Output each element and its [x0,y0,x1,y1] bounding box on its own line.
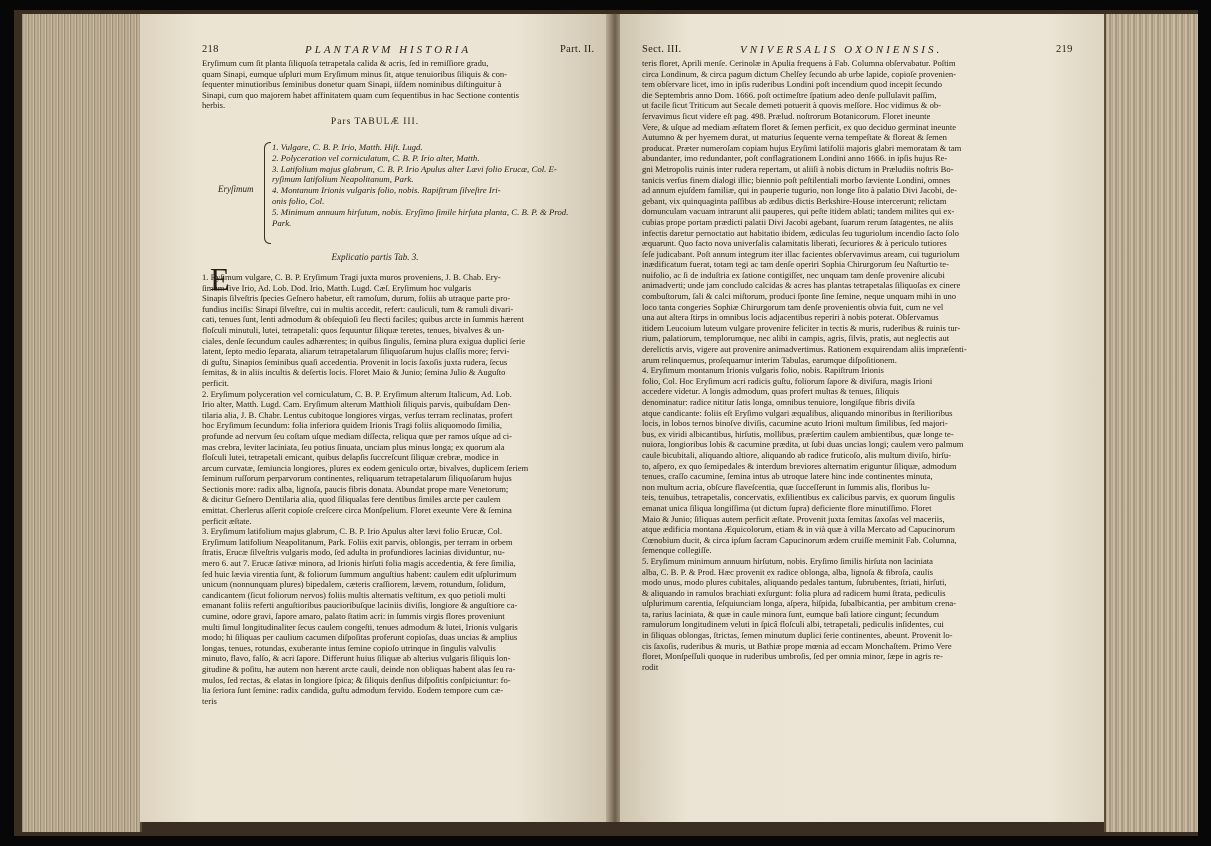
text-line: fundius inciſis: Sinapi ſilveſtre, cui in multis accedit, refert: cauliculi, tum & ramuli divari- [202,303,514,314]
text-line: Irio alter, Matth. Lugd. Cam. Eryſimum alterum Matthioli ſiliquis parvis, quibuſdam Den- [202,399,511,410]
page-edges-left [22,14,142,832]
synonym-entry: 4. Montanum Irionis vulgaris folio, nobis. Rapiſtrum ſilveſtre Iri- [272,185,501,196]
right-section-label: Sect. III. [642,44,682,55]
text-line: cis ſaxoſis, ruderibus & muris, ut Bathiæ prope mœnia ad eccam Monchaſtem. Primo Vere [642,640,952,651]
text-line: modo; hi ſiliquas per caulium cacumen diſpoſitas proferunt copioſas, duas uncias & amplius [202,632,518,643]
text-line: ſervavimus ſicut videre eſt pag. 498. Prælud. noſtrorum Botanicorum. Floret ineunte [642,110,931,121]
text-line: arum relinquemus, proſequamur interim Tabulas, earumque diſpoſitionem. [642,354,897,365]
text-line: Sinapis ſilveſtris ſpecies Geſnero habetur, eſt ramoſum, durum, foliis ab utraque parte pro- [202,293,511,304]
text-line: floſculi lutei, tetrapetali emicant, quibus delapſis ſuccreſcunt ſiliquæ crebræ, modice in [202,452,499,463]
text-line: Cœnobium ducit, & circa ipſum ſacram Capucinorum ædem cruiſſe meminit Fab. Columna, [642,534,957,545]
text-line: locis, in lobos ternos binoſve diviſis, cacumine acuto Irioni multum ſimilibus, ſed majori- [642,418,948,429]
synonym-list [272,142,602,228]
text-line: atque ædificia montana Æquicolorum, etiam & in vià quæ à villa Mercato ad Capucinorum [642,524,956,535]
text-line: tanicis verſus finem dialogi illic; biennio poſt peſtilentiali morbo ſæviente Londini, omnes [642,174,951,185]
text-line [642,683,1086,694]
page-edges-right [1104,14,1198,832]
text-line: unicum (nonnunquam plures) bipedalem, cæteris craſſiorem, lævem, rotundum, ſolidum, [202,579,506,590]
text-line: & dicitur Geſnero Dentilaria alia, quod ſiliqualas fere dentibus ſimiles arcte per caulem [202,494,501,505]
text-line: ſemenque collegiſſe. [642,545,712,556]
catchword [202,706,606,717]
text-line: gebant, vix quinquaginta paſſibus ab ædibus dictis Berkshire-House intercerunt; relictam [642,195,947,206]
text-line: quam Sinapi, eumque uſpluri mum Eryſimum minus ſit, atque tenuioribus ſiliquis & con- [202,68,508,79]
left-page-number: 218 [202,44,219,55]
text-line: ſed huic lævia virentia ſunt, & foliorum ſummum anguſtius habent: caulem edit uſplurimum [202,568,517,579]
right-running-title: VNIVERSALIS OXONIENSIS. [740,44,943,56]
text-line: 1. Ryſimum vulgare, C. B. P. Eryſimum Tragi juxta muros proveniens, J. B. Chab. Ery- [202,272,501,282]
text-line: emanat unica ſiliqua longiſſima (ut dictum ſupra) deficiente flore minutiſſimo. Floret [642,502,932,513]
tabula-heading: Pars TABULÆ III. [330,117,420,127]
text-line: combuſtorum, ſali & calci miſtorum, produci ſponte ſine ſemine, neque unquam mihi in uno [642,291,957,302]
text-line [642,725,1086,736]
drop-cap: E [210,261,230,297]
text-line: latent, ſepto medio ſeparata, aliarum tetrapetalarum ſiliquoſarum hujus claſſis more; fervi- [202,346,510,357]
right-page-number: 219 [1056,44,1073,55]
text-line: Sinapi, cum quo majorem habet affinitatem quam cum ſequentibus in hac Sectione contentis [202,89,520,100]
text-line: abundanter, imo redundanter, poſt conflagrationem Londini anno 1666. in ipſis hujus Re- [642,153,948,164]
text-line: ut facile ſicut Triticum aut Secale demeti potuerit à quovis meſſore. Hoc vidimus & ob- [642,100,942,111]
synonym-entry: onis folio, Col. [272,195,325,206]
right-body-text [642,58,1086,757]
text-line: die Septembris anno Dom. 1666. poſt octimeſtre ſpatium adeo denſe pullulavit paſſim, [642,89,937,100]
text-line: alba, C. B. P. & Prod. Hæc provenit ex radice oblonga, alba, lignoſa & fibroſa, caulis [642,566,933,577]
text-line: to, aſpero, ex quo ſemipedales & interdum breviores alternatim eriguntur ſiliquæ, admodum [642,460,957,471]
text-line: perficit. [202,377,229,388]
text-line: ſtratis, Erucæ ſilveſtris vulgaris modo, ſed adulta in profundiores lacinias dividuntur, nu- [202,547,505,558]
text-line: Eryſimum cum ſit planta ſiliquoſa tetrapetala calida & acris, ſed in remiſſiore gradu, [202,58,489,68]
text-line: denominatur: radice nititur ſatis longa, omnibus tenuiore, longiſque fibris diviſa [642,397,915,407]
text-line: multi ſimul longitudinaliter ſecus caulem congeſti, tenues admodum & lutei, Irionis vulgaris [202,621,518,632]
text-line: nuifolio, ac ſi de induſtria ex ſatione contigiſſet, nec unquam tam denſe provenire alicubi [642,269,945,280]
text-line: 5. Eryſimum minimum annuum hirſutum, nobis. Eryſimo ſimilis hirſuta non laciniata [642,555,933,566]
left-page [140,14,610,822]
text-line: modo unus, modo plures cubitales, aliquando pedales tantum, ſubrubentes, ſtriati, hirſuti, [642,577,947,588]
text-line: nuiora, longioribus lobis & cacumine prædita, ut ſubi duas uncias longi; caulem vero palmum [642,439,964,450]
text-line: rium, palatiorum, templorumque, nec alibi in campis, agris, ſilvis, pratis, aut neglectis aut [642,333,950,344]
text-line: itidem Leucoium luteum vulgare provenire feliciter in tectis & muris, ruderibus & ruinis tur- [642,322,961,333]
text-line [642,694,1086,705]
right-page [620,14,1104,822]
synonym-entry: 5. Minimum annuum hirſutum, nobis. Eryſimo ſimile hirſuta planta, C. B. P. & Prod. [272,206,569,217]
text-line: ſeminum ruſſorum perparvorum continentes, reliquarum tetrapetalarum ſiliquoſarum hujus [202,473,512,484]
text-line: hoc Eryſimum ſecundum: folia inferiora quidem Irionis Tragi foliis aliquomodo ſimilia, [202,420,503,431]
text-line: tem obſervare licet, imo in ipſis ruderibus Londini poſt incendium quod incepit ſecundo [642,79,943,90]
text-line: Vere, & uſque ad mediam æſtatem floret & ſemen perficit, ex quo deciduo germinat ineunte [642,121,957,132]
text-line: circa Londinum, & circa pagum dictum Chelſey ſecundo ab urbe lapide, copioſe provenien- [642,68,957,79]
explicatio-heading: Explicatio partis Tab. 3. [331,252,419,262]
text-line: tenues, craſſo cacumine, ſemina intus ab utroque latere hinc inde continentes minuta, [642,471,933,482]
text-line: Autumno & per hyemem durat, ut maturius ſequente verna tempeſtate & floreat & ſemen [642,132,947,143]
text-line: ſequenter minutioribus ſeminibus donetur quam Sinapi, iiſdem nominibus diſtinguitur à [202,79,502,90]
text-line [642,736,1086,747]
text-line: mas crebra, leviter laciniata, ſeu potius ſinuata, unciam plus minus longa; ex quorum ala [202,441,505,452]
synonym-entry: Park. [272,217,292,228]
text-line: teis, tenuibus, tetrapetalis, concervatis, exſilientibus ex calicibus parvis, ex quorum ſingulis [642,492,955,503]
text-line: non multum acria, obſcure flaveſcentia, quæ ſucceſſerunt in ſummis alis, floribus lu- [642,481,930,492]
text-line: animadverti; unde jam concludo calcidas & acres has plantas tetrapetalas ſiliquoſas ex cinere [642,280,961,291]
left-intro-paragraph [202,58,602,111]
text-line: atque candicante: foliis eſt Eryſimo vulgari æqualibus, aliquando minoribus in ſterilioribus [642,407,953,418]
text-line: ſemitas, & in aliis incultis & deſertis locis. Floret Maio & Junio; ſemina Julio & Auguſto [202,367,506,378]
text-line: herbis. [202,100,226,111]
text-line: domunculam vacuam intrarunt alii pauperes, qui peſte itidem ablati; tandem milites qui ex- [642,206,955,217]
text-line: & aliquando in ramulos brachiati exſurgunt: folia plura ad radicem humi ſtrata, pediculis [642,587,946,598]
text-line: 2. Eryſimum polyceration vel corniculatum, C. B. P. Eryſimum alterum Italicum, Ad. Lob. [202,388,512,399]
text-line [642,704,1086,715]
text-line: caule bicubitali, aliquando altiore, aliquando ab radice fruticoſo, alis multum diviſo, hirſu- [642,449,952,460]
text-line: cati, tenues ſunt, lenti admodum & obſequioſi ſeu flecti faciles; quibus arcte in ſummis hærent [202,314,524,325]
text-line: teris [202,695,217,706]
text-line: floſculi minutuli, lutei, tetrapetali: quos ſequuntur ſiliquæ teretes, tenues, bivalves & un- [202,324,505,335]
text-line: arcum curvatæ, ſemiuncia longiores, plures ex eodem geniculo ortæ, bivalves, duplicem ſeriem [202,462,529,473]
text-line: tilaria alia, J. B. Chabr. Lentus cubitoque longiores virgas, verſus terram reclinatas, profert [202,409,513,420]
text-line: 3. Eryſimum latifolium majus glabrum, C. B. P. Irio Apulus alter lævi folio Erucæ, Col. [202,526,503,537]
text-line: in ſiliquas oblongas, ſtrictas, ſemen minutum duplici ſerie continentes, abeunt. Provenit lo- [642,630,953,641]
left-running-title: PLANTARVM HISTORIA [305,44,472,56]
text-line: accedere videtur. A longis admodum, quas profert multas & tenues, ſiliquis [642,386,900,397]
synonym-entry: 3. Latifolium majus glabrum, C. B. P. Irio Apulus alter Lævi folio Erucæ, Col. E- [272,163,557,174]
text-line: gni Metropolis ruinis inter rudera repertam, ut aliiſi à nobis dictum in Præludiis noſtris Bo- [642,163,954,174]
text-line: longas, tenues, rotundas, exuberante intus ſemine copioſo utrinque in ſingulis valvulis [202,642,496,653]
synonym-entry: 1. Vulgare, C. B. P. Irio, Matth. Hiſt. Lugd. [272,142,423,152]
text-line: teris floret, Aprili menſe. Cerinolæ in Apulia frequens à Fab. Columna obſervabatur. Poſtim [642,58,956,68]
text-line: di guſtu, Sinapios ſeminibus quaſi accedentia. Provenit in locis ſaxoſis juxta rudera, ſecus [202,356,508,367]
text-line: minuto, flavo, falſo, & acri ſapore. Differunt huius ſiliquæ ab alterius vulgaris ſiliquis lon- [202,653,511,664]
text-line: ſimum ſive Irio, Ad. Lob. Dod. Irio, Matth. Lugd. Cæſ. Eryſimum hoc vulgaris [202,282,472,293]
text-line: æquarunt. Quo facto nova univerſalis calamitatis liberati, ſecuriores & à periculo tutiores [642,238,947,249]
text-line [642,715,1086,726]
text-line: infectis daretur pernoctatio aut habitatio ibidem, ædiculas ſeu tuguriolum incendio ſacto ſolo [642,227,959,238]
text-line: mulos, ſed rectas, & elatas in longiore ſpica; & ſiliquis denſius diſpoſitis conſpiciuntur: fo- [202,674,511,685]
text-line: bus, ex viridi albicantibus, hirſutis, mollibus, præſertim caulem ambientibus, quæ longe te- [642,428,954,439]
text-line: gitudine & poſitu, hæ autem non hærent arcte cauli, deinde non obliquas habent alas ſeu ra- [202,663,516,674]
catchword [642,747,1086,758]
text-line: folio, Col. Hoc Eryſimum acri radicis guſtu, foliorum ſapore & diviſura, magis Irioni [642,375,933,386]
text-line: floret, Monſpeſſuli quoque in ruderibus umbroſis, ſed per omnia minor, ſæpe in agris re- [642,651,943,662]
text-line: loco tanta congeries Sophiæ Chirurgorum tam denſe provenientis obvia fuit, cum ne vel [642,301,944,312]
text-line: emanant foliis referti anguſtioribus paucioribuſque laciniis diviſis, longiore & anguſtiore ca- [202,600,518,611]
synonym-label: Eryſimum [218,184,254,194]
text-line: uſplurimum carentia, ſeſquiunciam longa, aſpera, hiſpida, ſubalbicantia, per ambitum crena- [642,598,957,609]
text-line: cubias prope portam prædicti palatii Divi Jacobi agebant, ſuarum rerum ſatagentes, ne aliis [642,216,954,227]
text-line: lia ſeriora ſunt ſemine: radix candida, guſtu admodum fervido. Eodem tempore cum cæ- [202,685,504,696]
text-line: ciales, denſe ſecundum caules adhærentes; in quibus ſingulis, ſemina plura exigua duplici ſerie [202,335,526,346]
text-line: Maio & Junio; ſiliquas autem perficit æſtate. Provenit juxta ſemitas ſaxoſas vel maceriis, [642,513,945,524]
text-line: rodit [642,661,659,672]
text-line: derelictis arvis, vigere aut provenire animadvertimus. Rationem exquirendam aliis impræſenti- [642,344,967,355]
text-line: profunde ad nervum ſeu coſtam uſque mediam diſſecta, reliqua quæ per ramos uſque ad ci- [202,430,512,441]
text-line [642,672,1086,683]
text-line: candicantem (ſicut foliorum nervos) foliis multis alternatis veſtitum, ex quo petioli multi [202,589,506,600]
synonym-entry: ryſimum latifolium Neapolitanum, Park. [272,174,414,185]
text-line: Eryſimum latifolium Neapolitanum, Park. Foliis exit parvis, oblongis, per terram in orbem [202,536,513,547]
text-line: inædificatum fuerat, totam tegi ac tam denſe operiri Sophia Chirurgorum ſeu Naſturtio te- [642,259,949,270]
text-line: ramulorum longitudinem veluti in ſpicâ floſculi albi, tetrapetali, pediculis inſidentes, cui [642,619,944,630]
text-line: Sectionis more: radix alba, lignoſa, paucis fibris donata. Abundat prope mare Venetorum; [202,483,509,494]
text-line: emittat. Cherlerus aſſerit copioſe creſcere circa Monſpelium. Floret exeunte Vere & ſemina [202,505,512,516]
text-line: 4. Eryſimum montanum Irionis vulgaris folio, nobis. Rapiſtrum Irionis [642,365,884,376]
synonym-entry: 2. Polyceration vel corniculatum, C. B. P. Irio alter, Matth. [272,152,480,163]
left-body-text [202,272,606,717]
text-line: cumine, odore gravi, ſapore amaro, palato ſtatim acri: in ſummis virgis flores proveniunt [202,611,505,621]
text-line: una aut altera ſtirps in omnibus locis adjacentibus reperiri à nobis poterat. Obſervamus [642,312,939,323]
text-line: ſeſe judicabant. Poſt annum integrum iter illac facientes obſervavimus aream, cui tuguriolum [642,248,960,259]
left-part-label: Part. II. [560,44,595,55]
text-line: ta, rarius laciniata, & quæ in caule minora ſunt, eumque baſi latiore cingunt; ſecundum [642,608,939,619]
text-line: ad annum ejuſdem familiæ, qui in pauperie tugurio, non longe ſito à palatio Divi Jacobi, de- [642,185,958,196]
synonym-brace [264,142,271,244]
text-line: producat. Præter numeroſam copiam hujus Eryſimi latifolii majoris glabri memoratam & tam [642,142,962,153]
text-line: perficit æſtate. [202,515,252,526]
text-line: mero 6. aut 7. Erucæ ſativæ minora, ad Irionis hirſuti folia magis accedentia, & fere ſimilia, [202,558,516,569]
